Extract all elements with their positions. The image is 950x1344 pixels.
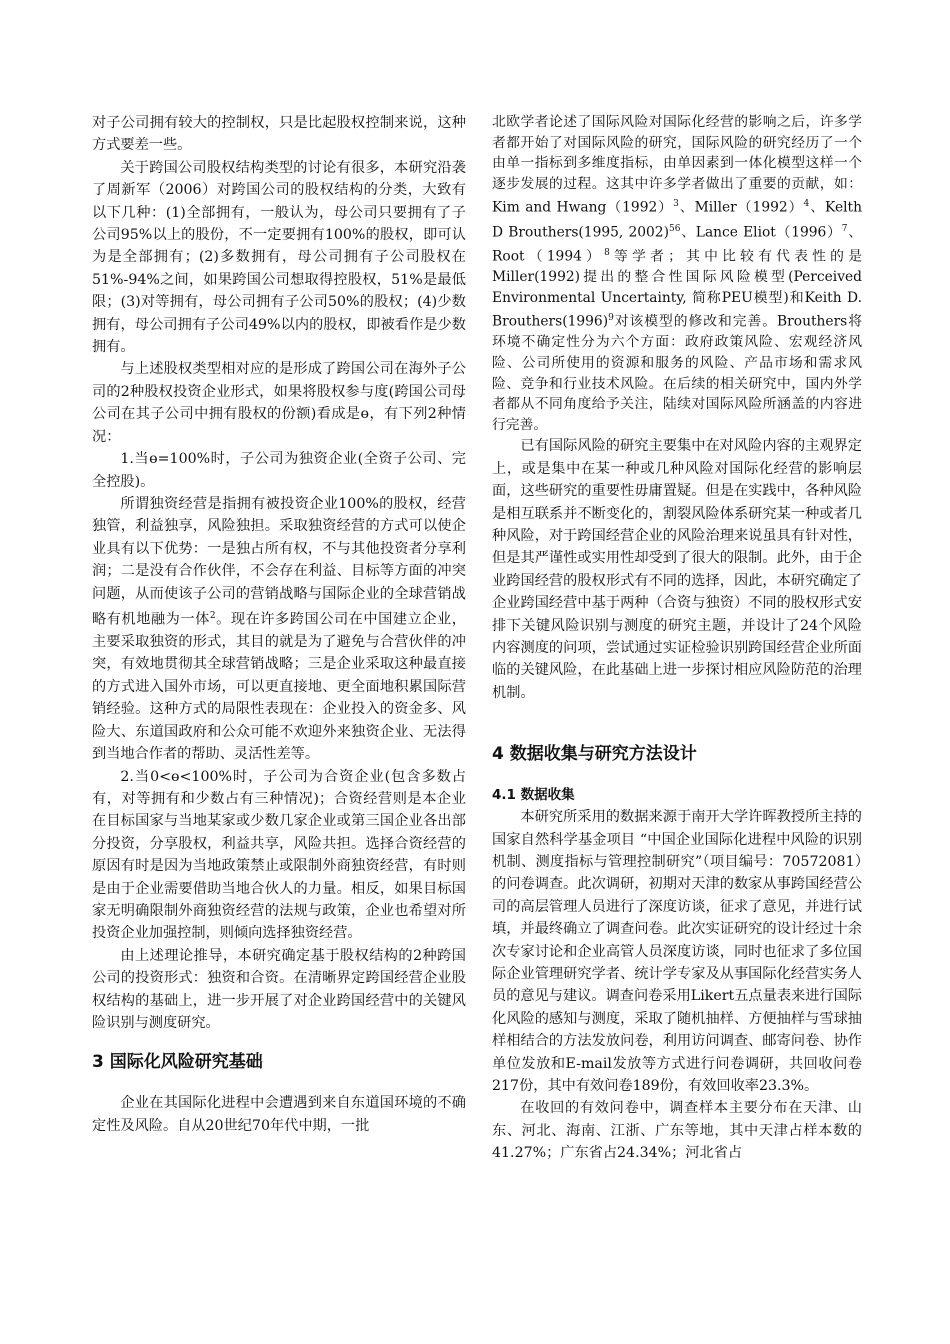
paragraph-text: 、Miller（1992） [678,199,804,216]
section-heading: 3 国际化风险研究基础 [92,1052,263,1073]
citation-superscript: 4 [803,199,810,210]
paragraph [92,493,466,766]
paragraph: 已有国际风险的研究主要集中在对风险内容的主观界定上，或是集中在某一种或几种风险对国际化经营的影响层面，这些研究的重要性毋庸置疑。但是在实践中，各种风险是相互联系并不断变化的，割裂风险体系研究某一种或者几种风险，对于跨国经营企业的风险治理来说虽具有针对性，但是其严谨性或实用性却受到了很大的限制。此外，由于企业跨国经营的股权形式有不同的选择，因此，本研究确定了企业跨国经营中基于两种（合资与独资）不同的股权形式安排下关键风险识别与测度的研究主题，并设计了24个风险内容测度的问项，尝试通过实证检验识别跨国经营企业所面临的关键风险，在此基础上进一步探讨相应风险防范的治理机制。 [492,438,862,701]
paragraph-text: 等学者；其中比较有代表性的是Miller(1992)提出的整合性国际风险模型(Perceived Environmental Uncertainty, 简称PEU模型)和Keith D. Brouthers(1996) [492,248,862,330]
paragraph: 2.当0<ɵ<100%时，子公司为合资企业(包含多数占有，对等拥有和少数占有三种情况)；合资经营则是本企业在目标国家与当地某家或少数几家企业或第三国企业各出部分投资，分享股权，利益共享，风险共担。选择合资经营的原因有时是因为当地政策禁止或限制外商独资经营，有时则是由于企业需要借助当地合伙人的力量。相反，如果目标国家无明确限制外商独资经营的法规与政策，企业也希望对所投资企业加强控制，则倾向选择独资经营。 [92,768,466,942]
subsection-heading: 4.1 数据收集 [492,787,575,804]
paragraph: 对子公司拥有较大的控制权，只是比起股权控制来说，这种方式要差一些。 [92,115,466,154]
paragraph: 由上述理论推导，本研究确定基于股权结构的2种跨国公司的投资形式：独资和合资。在清晰界定跨国经营企业股权结构的基础上，进一步开展了对企业跨国经营中的关键风险识别与测度研究。 [92,947,466,1031]
paragraph: 1.当ɵ=100%时，子公司为独资企业(全资子公司、完全控股)。 [92,451,466,490]
paragraph-text: 对该模型的修改和完善。Brouthers将环境不确定性分为六个方面：政府政策风险、宏观经济风险、公司所使用的资源和服务的风险、产品市场和需求风险、竞争和行业技术风险。在后续的相关研究中，国内外学者都从不同角度给予关注，陆续对国际风险所涵盖的内容进行完善。 [492,313,862,433]
right-column [492,112,862,1165]
paragraph: 在收回的有效问卷中，调查样本主要分布在天津、山东、河北、海南、江浙、广东等地，其中天津占样本数的41.27%；广东省占24.34%；河北省占 [492,1100,862,1162]
section-heading: 4 数据收集与研究方法设计 [492,744,697,765]
citation-superscript: 8 [604,247,610,258]
paragraph-text: 所谓独资经营是指拥有被投资企业100%的股权，经营独管，利益独享，风险独担。采取独资经营的方式可以使企业具有以下优势：一是独占所有权，不与其他投资者分享利润；二是没有合作伙伴，不会存在利益、目标等方面的冲突问题，从而使该子公司的营销战略与国际企业的全球营销战略有机地融为一体 [92,495,466,628]
paragraph-text: 北欧学者论述了国际风险对国际化经营的影响之后，许多学者都开始了对国际风险的研究，国际风险的研究经历了一个由单一指标到多维度指标，由单因素到一体化模型这样一个逐步发展的过程。这其中许多学者做出了重要的贡献，如：Kim and Hwang（1992） [492,114,862,216]
citation-superscript: 56 [668,223,681,234]
paragraph-text: 、Root（1994） [492,224,862,265]
citation-superscript: 7 [841,223,848,234]
citation-superscript: 2 [209,610,216,621]
paragraph-text: 、Kelth D Brouthers(1995, 2002) [492,199,862,241]
paragraph: 关于跨国公司股权结构类型的讨论有很多，本研究沿袭了周新军（2006）对跨国公司的股权结构的分类，大致有以下几种：(1)全部拥有，一般认为，母公司只要拥有了子公司95%以上的股份，不一定要拥有100%的股权，即可认为是全部拥有；(2)多数拥有，母公司拥有子公司股权在51%-94%之间，如果跨国公司想取得控股权，51%是最低限；(3)对等拥有，母公司拥有子公司50%的股权；(4)少数拥有，母公司拥有子公司49%以内的股权，即被看作是少数拥有。 [92,159,466,356]
left-column [92,112,466,1137]
citation-superscript: 9 [608,313,614,324]
spacer [492,704,862,726]
citation-superscript: 3 [673,199,679,210]
paragraph: 本研究所采用的数据来源于南开大学许晖教授所主持的国家自然科学基金项目 “中国企业国际化进程中风险的识别机制、测度指标与管理控制研究”（项目编号：70572081）的问卷调查。此次调研，初期对天津的数家从事跨国经营公司的高层管理人员进行了深度访谈，征求了意见，并进行试填，并最终确立了调查问卷。此次实证研究的设计经过十余次专家讨论和企业高管人员深度访谈，同时也征求了多位国际企业管理研究学者、统计学专家及从事国际化经营实务人员的意见与建议。调查问卷采用Likert五点量表来进行国际化风险的感知与测度，采取了随机抽样、方便抽样与雪球抽样相结合的方法发放问卷，利用访问调查、邮寄问卷、协作单位发放和E-mail发放等方式进行问卷调研，共回收问卷217份，其中有效问卷189份，有效回收率23.3%。 [492,809,862,1095]
paragraph: 企业在其国际化进程中会遭遇到来自东道国环境的不确定性及风险。自从20世纪70年代中期，一批 [92,1095,466,1134]
paragraph: 与上述股权类型相对应的是形成了跨国公司在海外子公司的2种股权投资企业形式，如果将股权参与度(跨国公司母公司在其子公司中拥有股权的份额)看成是ɵ，有下列2种情况： [92,361,466,445]
paragraph-text: 、Lance Eliot（1996） [680,224,842,241]
paragraph [492,112,862,435]
paragraph-text: 。现在许多跨国公司在中国建立企业，主要采取独资的形式，其目的就是为了避免与合营伙伴的冲突，有效地贯彻其全球营销战略；三是企业采取这种最直接的方式进入国外市场，可以更直接地、更全面地积累国际营销经验。这种方式的局限性表现在：企业投入的资金多、风险大、东道国政府和公众可能不欢迎外来独资企业、无法得到当地合作者的帮助、灵活性差等。 [92,611,466,763]
